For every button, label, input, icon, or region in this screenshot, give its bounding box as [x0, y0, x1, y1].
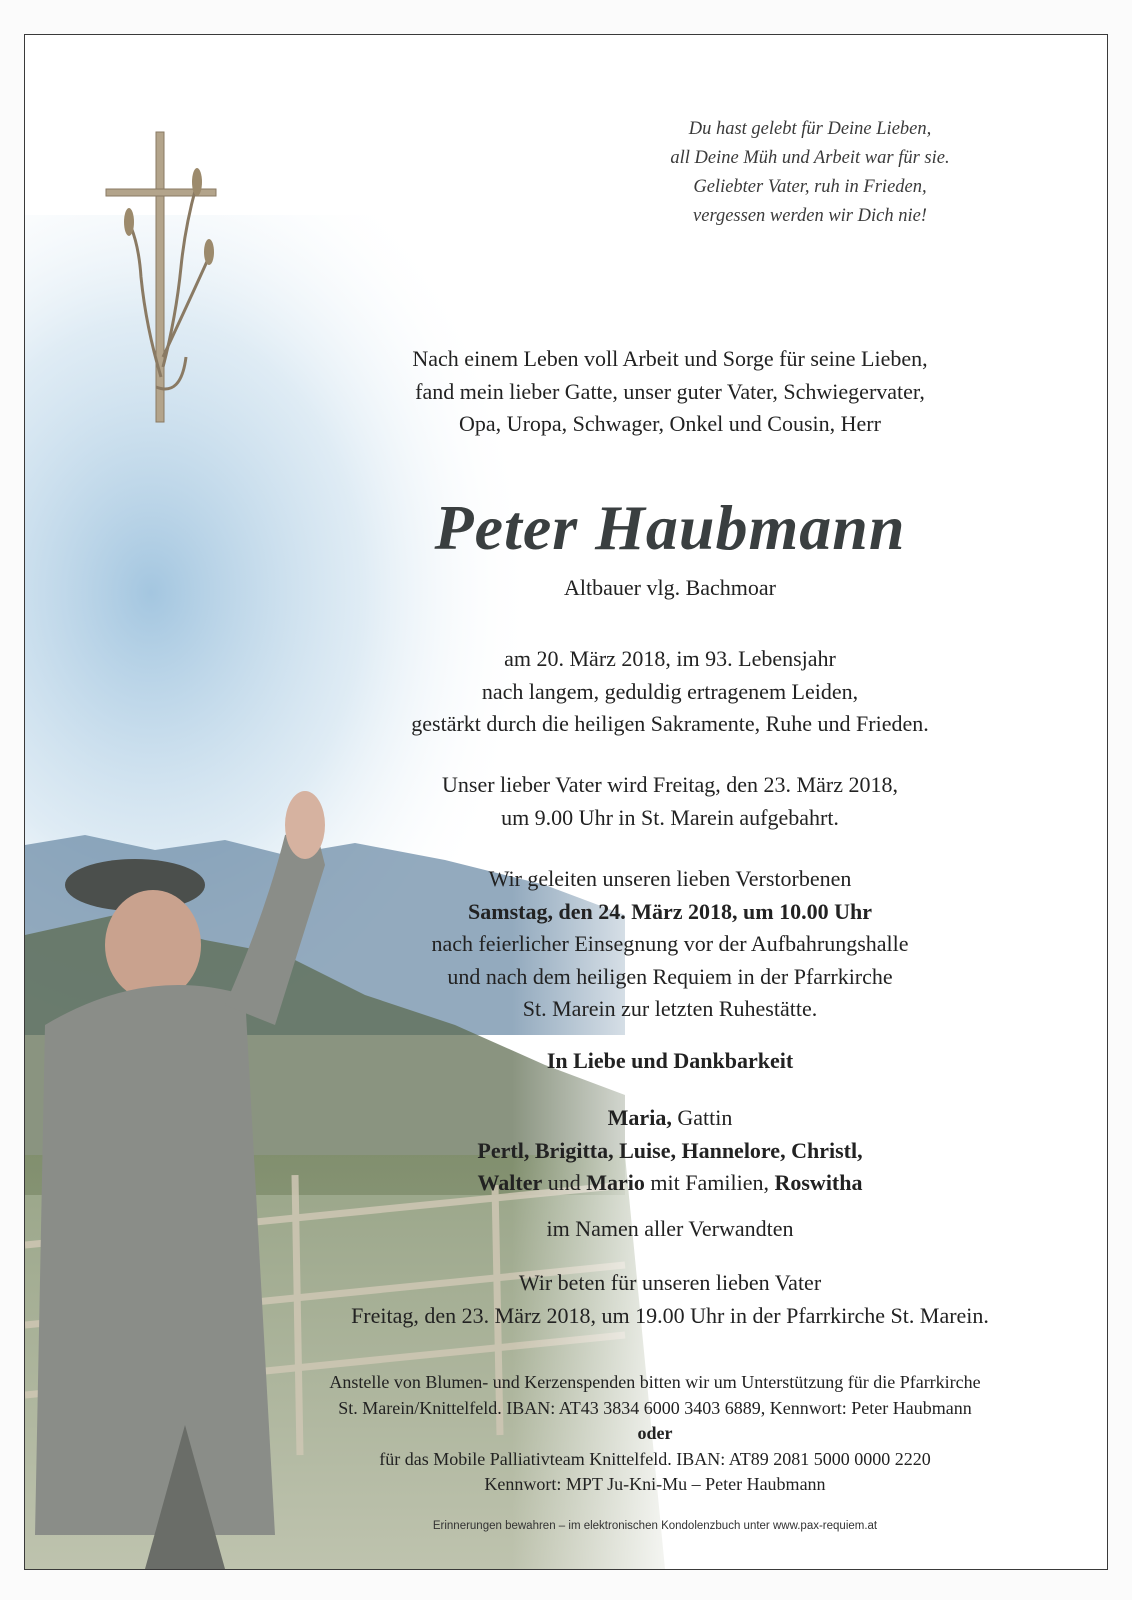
- relatives-line: im Namen aller Verwandten: [546, 1216, 794, 1241]
- child-name: Roswitha: [774, 1170, 863, 1195]
- wife-name: Maria,: [607, 1105, 672, 1130]
- poem-line: vergessen werden wir Dich nie!: [693, 206, 927, 226]
- child-name: Mario: [586, 1170, 645, 1195]
- poem-line: all Deine Müh und Arbeit war für sie.: [670, 148, 950, 168]
- prayer-line: Freitag, den 23. März 2018, um 19.00 Uhr in der Pfarrkirche St. Marein.: [351, 1302, 989, 1328]
- cross-icon: [101, 127, 221, 427]
- donation-notice: [205, 1370, 1105, 1498]
- child-name: Walter: [477, 1170, 543, 1195]
- mourners-heading: In Liebe und Dankbarkeit: [546, 1048, 794, 1073]
- prayer-line: Wir beten für unseren lieben Vater: [518, 1270, 822, 1295]
- poem: [585, 115, 1035, 231]
- deceased-title: Altbauer vlg. Bachmoar: [564, 575, 776, 600]
- children-line-2: [245, 1167, 1095, 1200]
- families-text: mit Familien,: [644, 1170, 775, 1195]
- intro-line: Opa, Uropa, Schwager, Onkel und Cousin, Herr: [459, 411, 881, 436]
- wife-role: Gattin: [671, 1105, 733, 1130]
- funeral-line: Wir geleiten unseren lieben Verstorbenen: [488, 866, 852, 891]
- footer-note: Erinnerungen bewahren – im elektronischen Kondolenzbuch unter www.pax-requiem.at: [432, 1520, 878, 1532]
- death-line: am 20. März 2018, im 93. Lebensjahr: [504, 646, 836, 671]
- viewing-line: Unser lieber Vater wird Freitag, den 23. März 2018,: [442, 772, 898, 797]
- viewing-details: [245, 769, 1095, 834]
- poem-line: Geliebter Vater, ruh in Frieden,: [693, 177, 927, 197]
- poem-line: Du hast gelebt für Deine Lieben,: [688, 119, 932, 139]
- wife-line: [245, 1102, 1095, 1135]
- death-line: gestärkt durch die heiligen Sakramente, Ruhe und Frieden.: [411, 711, 929, 736]
- donation-line: für das Mobile Palliativteam Knittelfeld. IBAN: AT89 2081 5000 0000 2220: [379, 1448, 931, 1469]
- funeral-line: und nach dem heiligen Requiem in der Pfarrkirche: [447, 963, 893, 989]
- intro-line: fand mein lieber Gatte, unser guter Vater, Schwiegervater,: [415, 378, 925, 404]
- prayer-details: [245, 1267, 1095, 1332]
- deceased-name: Peter Haubmann: [434, 492, 906, 563]
- donation-line: St. Marein/Knittelfeld. IBAN: AT43 3834 6000 3403 6889, Kennwort: Peter Haubmann: [338, 1397, 972, 1418]
- donation-line: Kennwort: MPT Ju-Kni-Mu – Peter Haubmann: [484, 1474, 826, 1494]
- funeral-date: Samstag, den 24. März 2018, um 10.00 Uhr: [468, 898, 872, 924]
- intro-line: Nach einem Leben voll Arbeit und Sorge für seine Lieben,: [412, 346, 928, 371]
- mourners-list: [245, 1102, 1095, 1200]
- donation-line: Anstelle von Blumen- und Kerzenspenden bitten wir um Unterstützung für die Pfarrkirche: [329, 1372, 981, 1392]
- death-line: nach langem, geduldig ertragenem Leiden,: [481, 678, 859, 704]
- funeral-details: [245, 863, 1095, 1026]
- children-line: Pertl, Brigitta, Luise, Hannelore, Christl,: [477, 1137, 863, 1163]
- funeral-line: St. Marein zur letzten Ruhestätte.: [522, 996, 818, 1021]
- death-details: [245, 643, 1095, 741]
- intro-text: [245, 343, 1095, 441]
- viewing-line: um 9.00 Uhr in St. Marein aufgebahrt.: [501, 804, 839, 830]
- funeral-line: nach feierlicher Einsegnung vor der Aufbahrungshalle: [431, 931, 909, 956]
- obituary-card: [24, 34, 1108, 1570]
- conjunction: und: [542, 1170, 587, 1195]
- donation-or: oder: [637, 1423, 673, 1443]
